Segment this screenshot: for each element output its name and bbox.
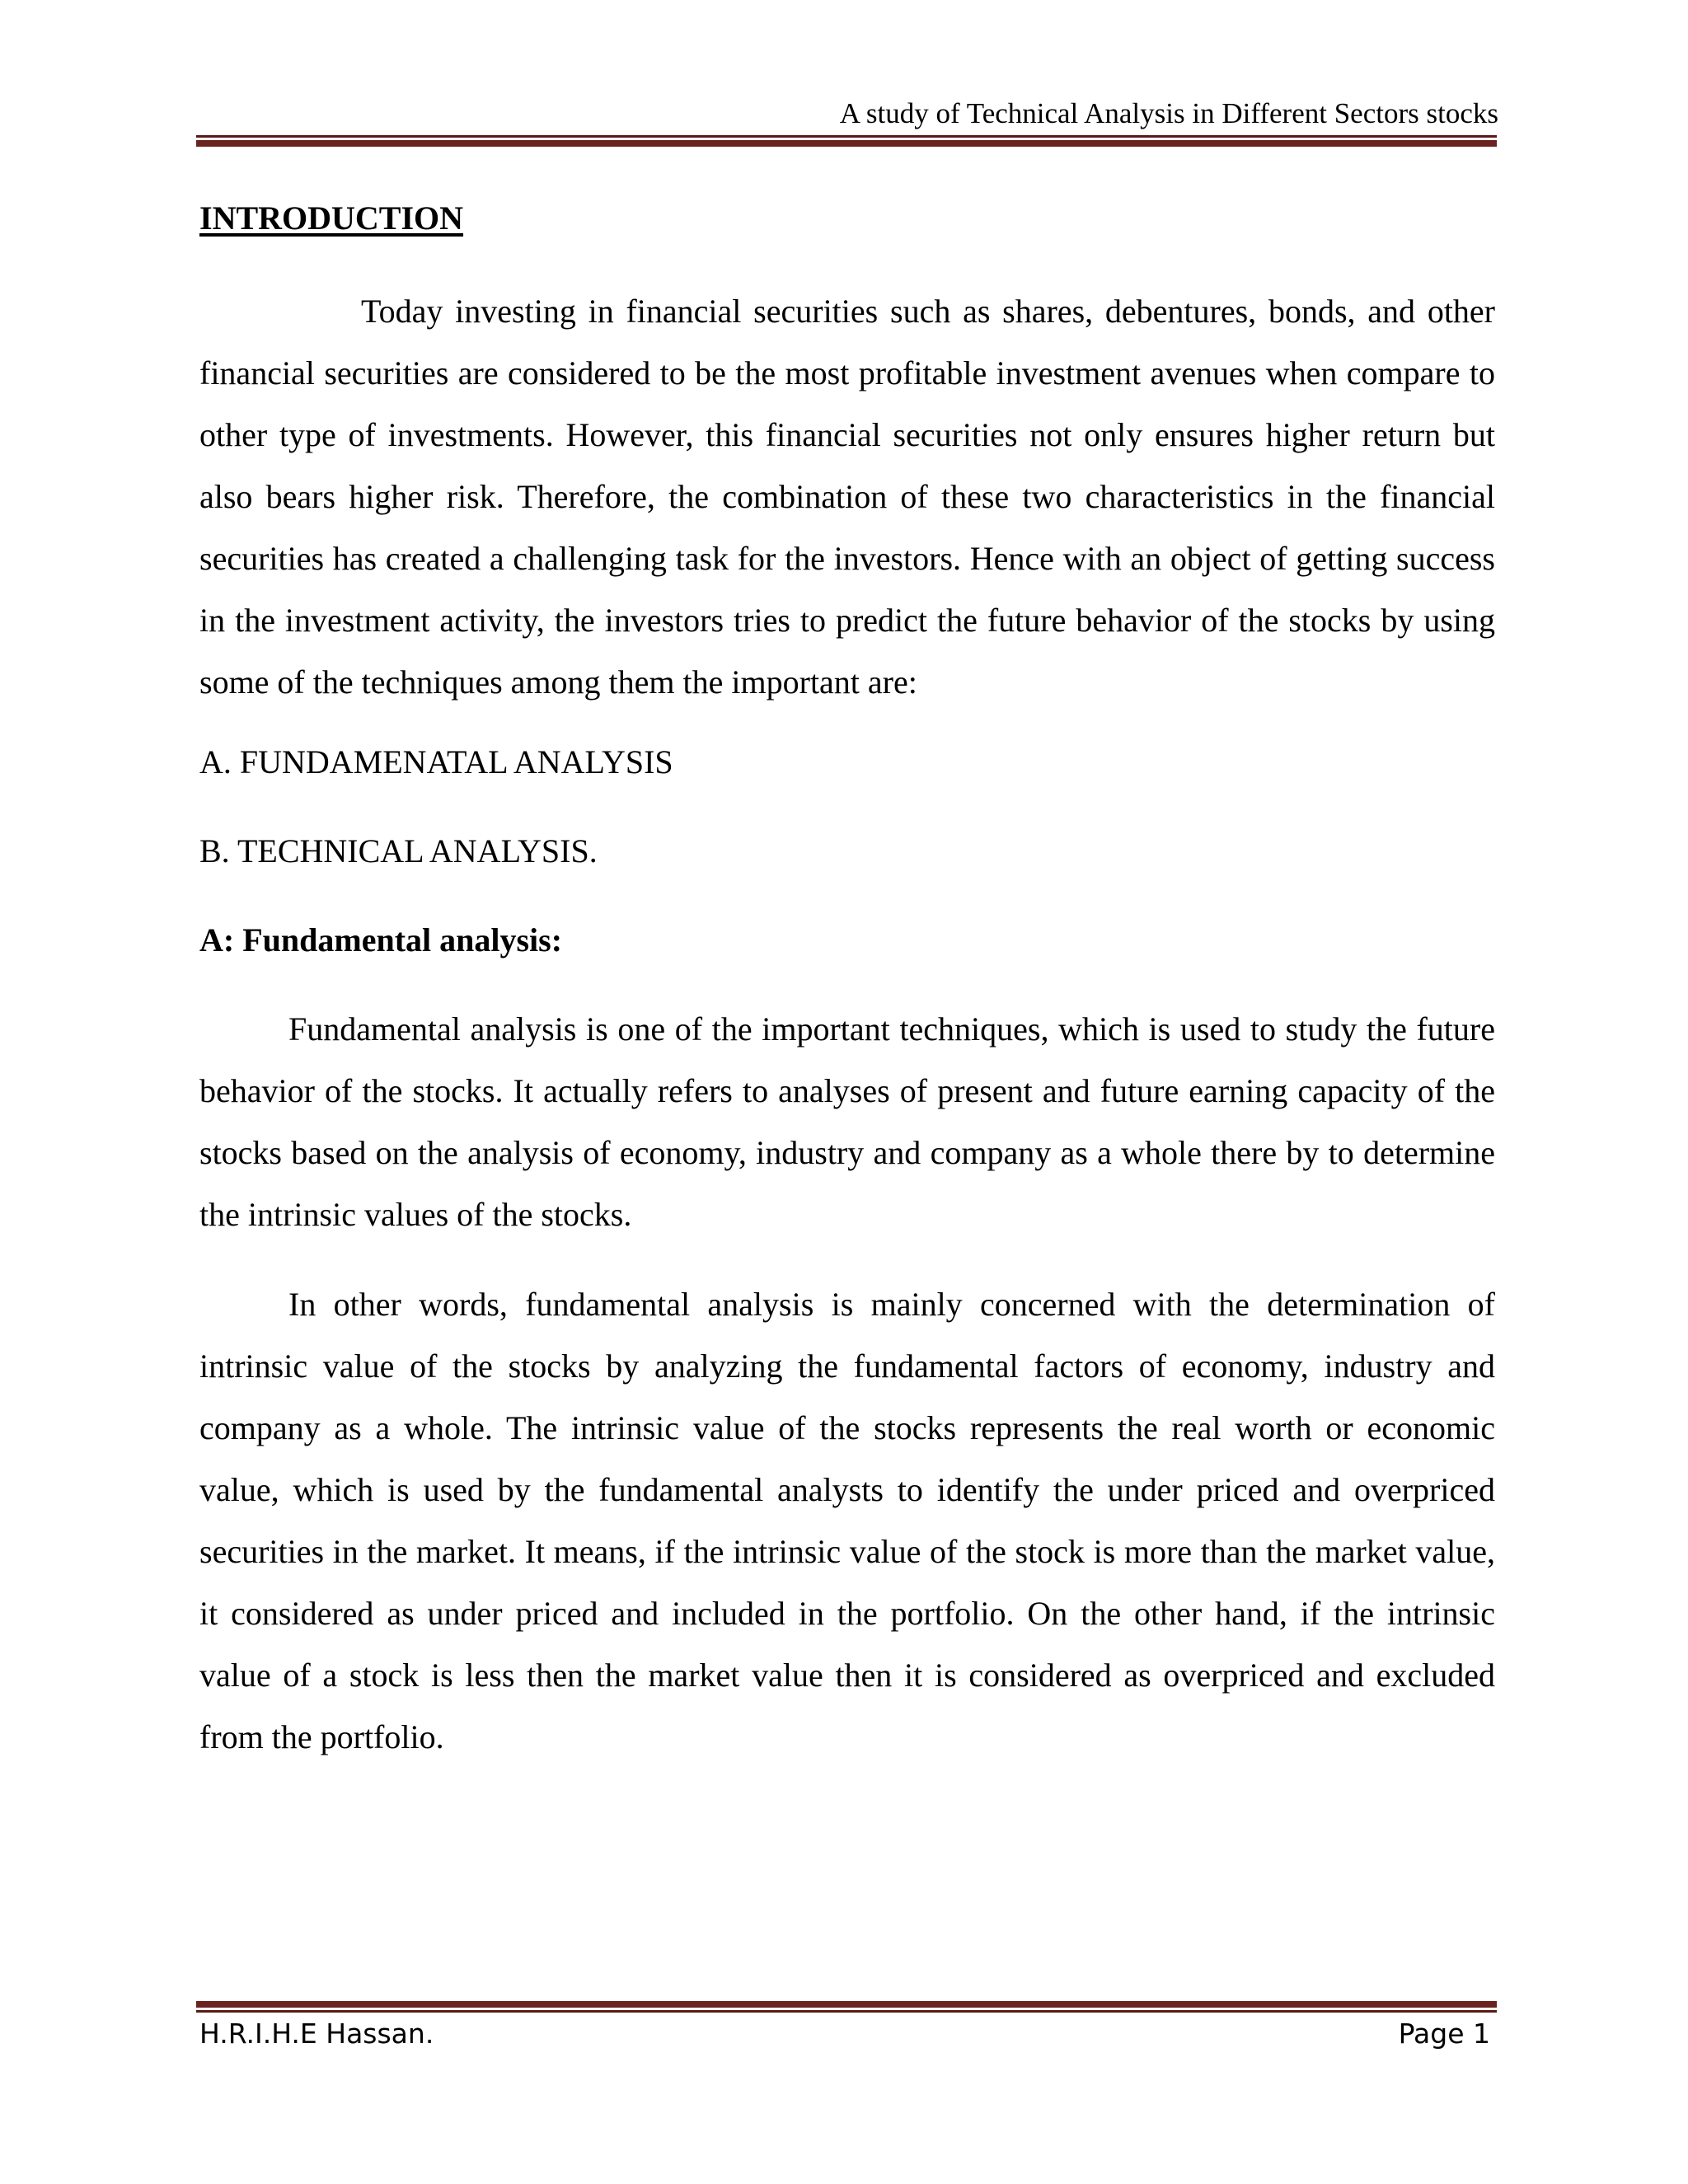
page-number: Page 1 bbox=[1398, 2018, 1490, 2050]
subheading-fundamental-analysis: A: Fundamental analysis: bbox=[199, 921, 563, 958]
list-item-fundamental: A. FUNDAMENATAL ANALYSIS bbox=[199, 743, 673, 780]
footer-author: H.R.I.H.E Hassan. bbox=[199, 2018, 434, 2050]
intro-paragraph: Today investing in financial securities such as shares, debentures, bonds, and other financial securities are considered to be the most profitable investment avenues when compare to other type of investments. However, this financial securities not only ensures higher return but also bears higher risk. Therefore, the combination of these two characteristics in the financial securities has created a challenging task for the investors. Hence with an object of getting success in the investment activity, the investors tries to predict the future behavior of the stocks by using some of the techniques among them the important are: bbox=[199, 293, 1495, 701]
list-item-technical: B. TECHNICAL ANALYSIS. bbox=[199, 832, 598, 869]
paragraph-fundamental-definition: Fundamental analysis is one of the important techniques, which is used to study the future behavior of the stocks. It actually refers to analyses of present and future earning capacity of the stocks based on the analysis of economy, industry and company as a whole there by to determine the intrinsic values of the stocks. bbox=[199, 1010, 1495, 1233]
footer-rule bbox=[196, 2001, 1497, 2013]
header-rule bbox=[196, 135, 1497, 147]
page-body bbox=[199, 198, 1495, 1768]
section-title: INTRODUCTION bbox=[199, 199, 464, 237]
running-header-title: A study of Technical Analysis in Different Sectors stocks bbox=[839, 97, 1498, 129]
paragraph-intrinsic-value: In other words, fundamental analysis is mainly concerned with the determination of intrinsic value of the stocks by analyzing the fundamental factors of economy, industry and company as a whole. The intrinsic value of the stocks represents the real worth or economic value, which is used by the fundamental analysts to identify the under priced and overpriced securities in the market. It means, if the intrinsic value of the stock is more than the market value, it considered as under priced and included in the portfolio. On the other hand, if the intrinsic value of a stock is less then the market value then it is considered as overpriced and excluded from the portfolio. bbox=[199, 1286, 1495, 1755]
